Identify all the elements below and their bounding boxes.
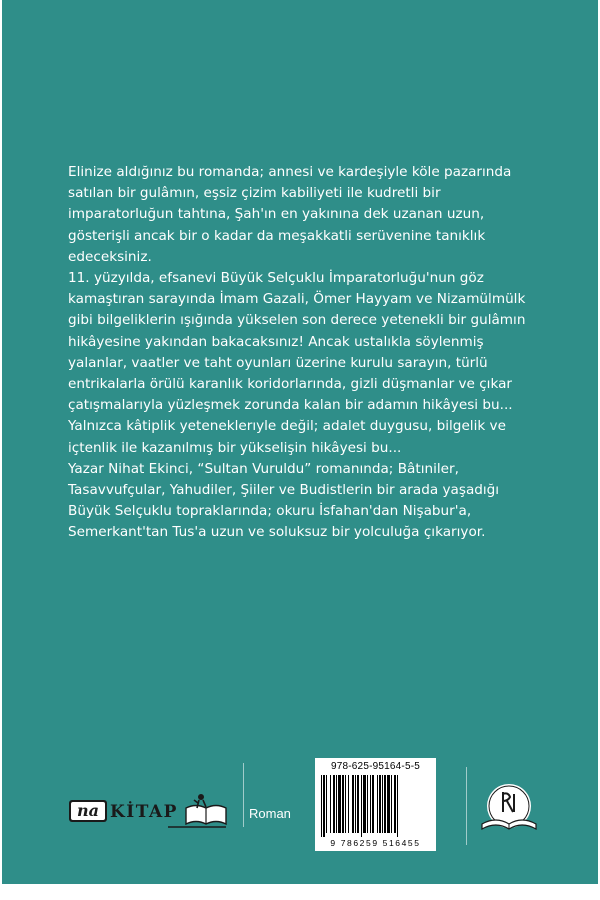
svg-text:na: na — [77, 801, 99, 820]
barcode-bar — [363, 775, 366, 833]
barcode-bar — [372, 775, 374, 833]
barcode-bar — [330, 775, 331, 833]
barcode-bar — [338, 775, 341, 833]
blurb-paragraph-3 — [68, 459, 568, 544]
blurb-line: imparatorluğun tahtına, Şah'ın en yakınına dek uzanan uzun, — [68, 206, 485, 223]
blurb-line: gibi bilgeliklerin ışığında yükselen son derece yetenekli bir gulâmın — [68, 312, 526, 329]
blurb-line: Tasavvufçular, Yahudiler, Şiiler ve Budistlerin bir arada yaşadığı — [68, 482, 500, 499]
blurb-line: edeceksiniz. — [68, 248, 152, 265]
blurb-paragraph-2 — [68, 268, 568, 459]
back-cover — [2, 0, 598, 884]
barcode-bar — [345, 775, 346, 833]
barcode-bar — [326, 775, 327, 833]
barcode-bar — [379, 775, 381, 833]
barcode-bar — [348, 775, 349, 833]
barcode-bar — [391, 775, 392, 833]
barcode-bar — [321, 775, 322, 837]
barcode-bar — [370, 775, 371, 833]
blurb-line: Semerkant'tan Tus'a uzun ve soluksuz bir yolculuğa çıkarıyor. — [68, 524, 486, 541]
divider-left — [243, 763, 244, 827]
blurb-line: içtenlik ile kazanılmış bir yükselişin hikâyesi bu... — [68, 439, 402, 456]
barcode-bar — [382, 775, 383, 833]
blurb-line: hikâyesine yakından bakacaksınız! Ancak ustalıkla söylenmiş — [68, 333, 484, 350]
na-kitap-logo-icon — [68, 786, 228, 832]
barcode-bar — [377, 775, 378, 833]
barcode-bar — [384, 775, 386, 833]
blurb-line: çatışmalarıyla yüzleşmek zorunda kalan bir adamın hikâyesi bu... — [68, 397, 513, 414]
barcode-bar — [336, 775, 337, 833]
divider-right — [466, 767, 467, 845]
isbn-label: 978-625-95164-5-5 — [330, 761, 421, 772]
isbn-barcode — [315, 758, 436, 851]
barcode-bar — [397, 775, 398, 837]
barcode-bar — [323, 775, 325, 837]
barcode-bar — [355, 775, 356, 833]
blurb-line: 11. yüzyılda, efsanevi Büyük Selçuklu İmparatorluğu'nun göz — [68, 270, 484, 287]
barcode-bar — [342, 775, 344, 833]
back-cover-blurb — [68, 162, 568, 544]
blurb-line: Yalnızca kâtiplik yeteneklerıyle değil; adalet duygusu, bilgelik ve — [68, 418, 506, 435]
blurb-line: entrikalarla örülü karanlık koridorlarında, gizli düşmanlar ve çıkar — [68, 376, 513, 393]
barcode-bars — [319, 775, 432, 837]
svg-text:KİTAP: KİTAP — [110, 802, 178, 822]
series-label: Roman — [249, 806, 291, 821]
barcode-bar — [357, 775, 359, 833]
blurb-line: Elinize aldığınız bu romanda; annesi ve kardeşiyle köle pazarında — [68, 164, 512, 180]
open-book-emblem-icon — [476, 780, 542, 836]
barcode-bar — [394, 775, 396, 833]
barcode-bar — [352, 775, 354, 833]
barcode-bar — [361, 775, 362, 837]
blurb-paragraph-1 — [68, 162, 568, 268]
blurb-line: yalanlar, vaatler ve taht oyunları üzerine kurulu sarayın, türlü — [68, 354, 488, 371]
barcode-bar — [333, 775, 335, 833]
blurb-line: Yazar Nihat Ekinci, “Sultan Vuruldu” romanında; Bâtıniler, — [68, 460, 459, 477]
blurb-line: gösterişli ancak bir o kadar da meşakkatli serüvenine tanıklık — [68, 227, 486, 244]
blurb-line: kamaştıran sarayında İmam Gazali, Ömer Hayyam ve Nizamülmülk — [68, 291, 526, 308]
blurb-line: satılan bir gulâmın, eşsiz çizim kabiliyeti ile kudretli bir — [68, 185, 441, 202]
barcode-bar — [367, 775, 368, 833]
barcode-bar — [387, 775, 390, 833]
blurb-line: Büyük Selçuklu topraklarında; okuru İsfahan'dan Nişabur'a, — [68, 503, 472, 520]
barcode-digits: 9 786259 516455 — [330, 838, 421, 848]
